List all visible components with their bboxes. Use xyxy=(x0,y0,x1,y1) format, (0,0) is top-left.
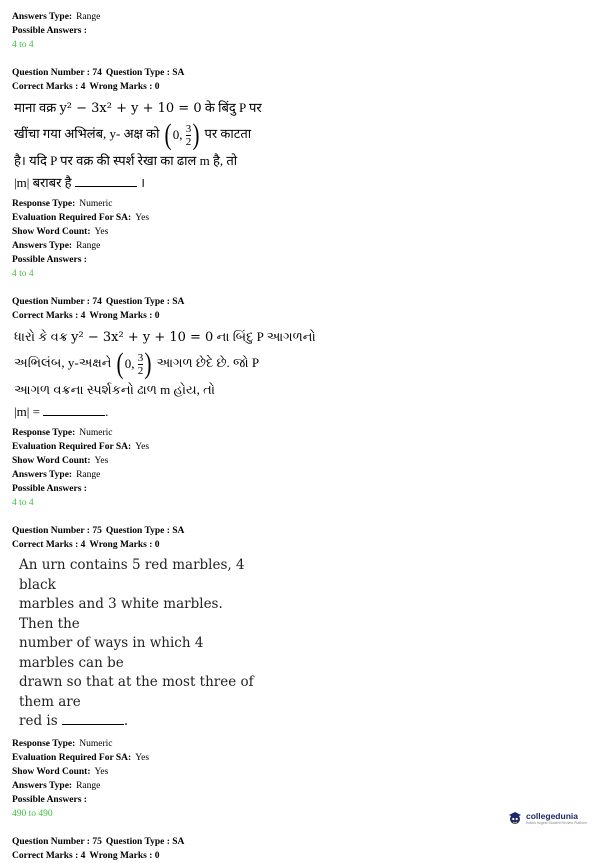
response-type-row: Response Type: Numeric xyxy=(12,199,113,209)
question-header: Question Number : 75 Question Type : SA xyxy=(12,526,185,536)
question-block-74-hindi xyxy=(12,66,582,281)
marks-row: Correct Marks : 4 Wrong Marks : 0 xyxy=(12,850,160,861)
question-paper xyxy=(12,10,582,863)
point-fraction: ( 0, 3 2 ) xyxy=(164,118,200,151)
equation: y² − 3x² + y + 10 = 0 xyxy=(59,101,202,116)
point-fraction: ( 0, 3 2 ) xyxy=(116,347,152,380)
answers-type-row: Answers Type: Range xyxy=(12,780,101,791)
possible-answers-label: Possible Answers : xyxy=(12,484,87,494)
logo-brand: collegedunia xyxy=(526,810,578,821)
equation: y² − 3x² + y + 10 = 0 xyxy=(71,330,214,345)
question-header: Question Number : 75 Question Type : SA xyxy=(12,836,185,847)
answer-blank xyxy=(43,403,105,416)
question-text: माना वक्र y² − 3x² + y + 10 = 0 के बिंदु P पर खींचा गया अभिलंब, y- अक्ष को ( 0, 3 2 ) पर काटता है। यदि P पर वक्र की स्पर्श रेखा का ढाल m है, तो |m| बराबर है । xyxy=(14,100,262,190)
possible-answers-label: Possible Answers : xyxy=(12,794,87,805)
marks-row: Correct Marks : 4 Wrong Marks : 0 xyxy=(12,540,160,550)
possible-answer-value: 4 to 4 xyxy=(12,269,34,279)
question-block-74-gujarati xyxy=(12,295,582,510)
possible-answer-value: 4 to 4 xyxy=(12,498,34,508)
student-mascot-icon xyxy=(507,810,523,826)
answers-type-row: Answers Type: Range xyxy=(12,12,101,22)
evaluation-row: Evaluation Required For SA: Yes xyxy=(12,442,150,452)
word-count-row: Show Word Count: Yes xyxy=(12,766,109,777)
word-count-row: Show Word Count: Yes xyxy=(12,456,109,466)
answer-blank xyxy=(75,174,137,187)
question-header: Question Number : 74 Question Type : SA xyxy=(12,297,185,307)
possible-answers-label: Possible Answers : xyxy=(12,26,87,36)
word-count-row: Show Word Count: Yes xyxy=(12,227,109,237)
collegedunia-logo xyxy=(507,810,587,826)
answers-type-row: Answers Type: Range xyxy=(12,470,101,480)
response-type-row: Response Type: Numeric xyxy=(12,428,113,438)
evaluation-row: Evaluation Required For SA: Yes xyxy=(12,213,150,223)
question-header: Question Number : 74 Question Type : SA xyxy=(12,68,185,78)
marks-row: Correct Marks : 4 Wrong Marks : 0 xyxy=(12,82,160,92)
answer-blank xyxy=(62,712,124,725)
response-type-row: Response Type: Numeric xyxy=(12,738,113,749)
question-text: An urn contains 5 red marbles, 4 black marbles and 3 white marbles. Then the number of ways in which 4 marbles can be drawn so that at the most three of them are red is . xyxy=(19,557,254,729)
answers-type-row: Answers Type: Range xyxy=(12,241,101,251)
question-block-75-english xyxy=(12,524,582,821)
question-block-75-next xyxy=(12,835,582,863)
question-text: ધારો કે વક્ર y² − 3x² + y + 10 = 0 ના બિંદુ P આગળનો અભિલંબ, y-અક્ષને ( 0, 3 2 ) આગળ છેદે છે. જો P આગળ વક્રના સ્પર્શકનો ઢાળ m હોય, તો |m| = . xyxy=(14,329,316,419)
possible-answers-label: Possible Answers : xyxy=(12,255,87,265)
evaluation-row: Evaluation Required For SA: Yes xyxy=(12,752,150,763)
marks-row: Correct Marks : 4 Wrong Marks : 0 xyxy=(12,311,160,321)
possible-answer-value: 490 to 490 xyxy=(12,808,53,819)
possible-answer-value: 4 to 4 xyxy=(12,40,34,50)
logo-tagline: India's largest Student Review Platform xyxy=(526,820,587,825)
